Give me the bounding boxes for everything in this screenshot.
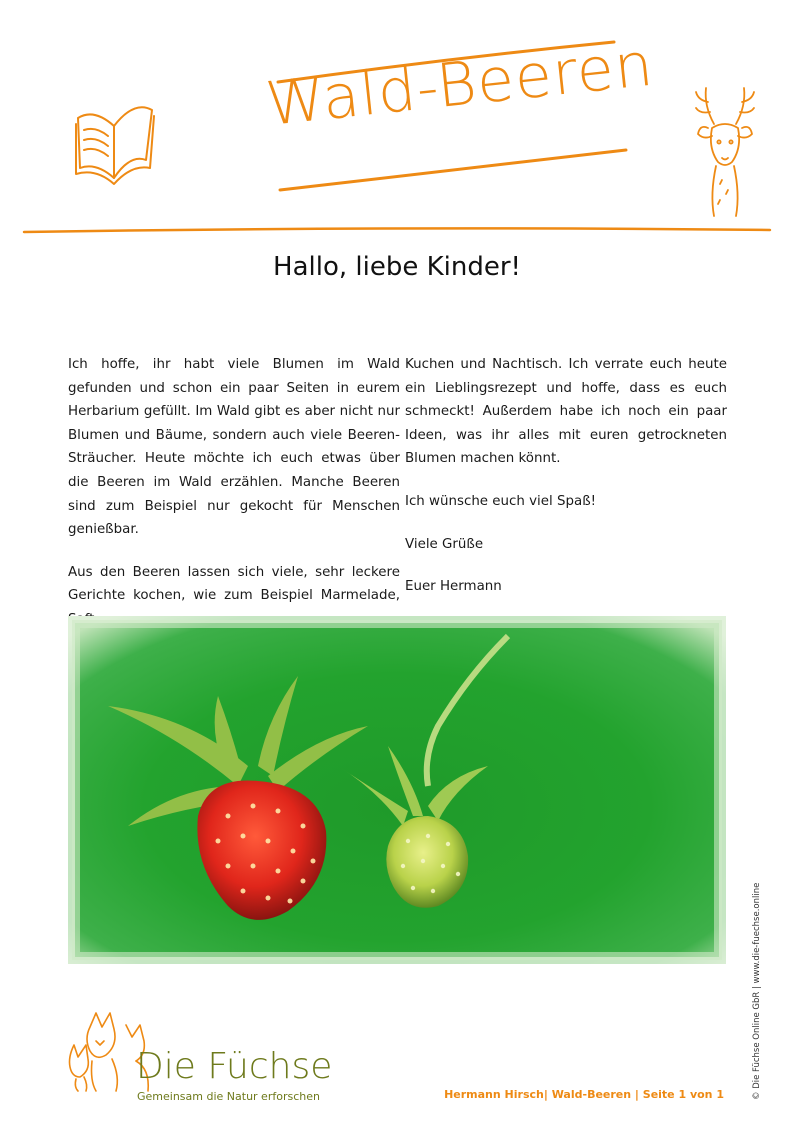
strawberry-photo xyxy=(68,616,726,964)
page-title: Wald-Beeren xyxy=(262,29,657,140)
greeting-heading: Hallo, liebe Kinder! xyxy=(273,252,521,282)
paragraph: Ich wünsche euch viel Spaß! xyxy=(405,493,596,509)
paragraph: Aus den Beeren lassen sich viele, sehr leckere Gerichte kochen, wie zum Beispiel Marmelade, xyxy=(68,564,400,604)
deer-head-icon xyxy=(692,84,758,218)
paragraph: Ich hoffe, ihr habt viele Blumen im Wald gefunden und schon ein paar Seiten in eurem Herbarium gefüllt. Im Wald gibt es aber nicht nur Blumen und Bäume, sondern auch viele Beeren-Sträucher. Heute möchte ich euch etwas über die Beeren im Wald erzählen. Manche Beeren sind zum Beispiel nur gekocht für Menschen genießbar. xyxy=(68,357,400,538)
header-divider xyxy=(22,224,772,236)
copyright-note: © Die Füchse Online GbR | www.die-fuechse.online xyxy=(752,882,762,1100)
right-text-column xyxy=(405,353,727,618)
paragraph: Kuchen und Nachtisch. Ich verrate euch heute ein Lieblingsrezept und hoffe, dass es euch schmeckt! Außerdem habe ich noch ein paar Ideen, was ihr alles mit euren getrockneten Blumen machen könnt. xyxy=(405,357,727,467)
brand-tagline: Gemeinsam die Natur erforschen xyxy=(137,1090,320,1103)
open-book-icon xyxy=(74,96,156,188)
brand-name: Die Füchse xyxy=(136,1046,333,1087)
left-text-column xyxy=(68,353,400,651)
paragraph: Euer Hermann xyxy=(405,579,502,595)
paragraph: Viele Grüße xyxy=(405,536,484,552)
footer-page-info: Hermann Hirsch| Wald-Beeren | Seite 1 von 1 xyxy=(444,1088,724,1101)
